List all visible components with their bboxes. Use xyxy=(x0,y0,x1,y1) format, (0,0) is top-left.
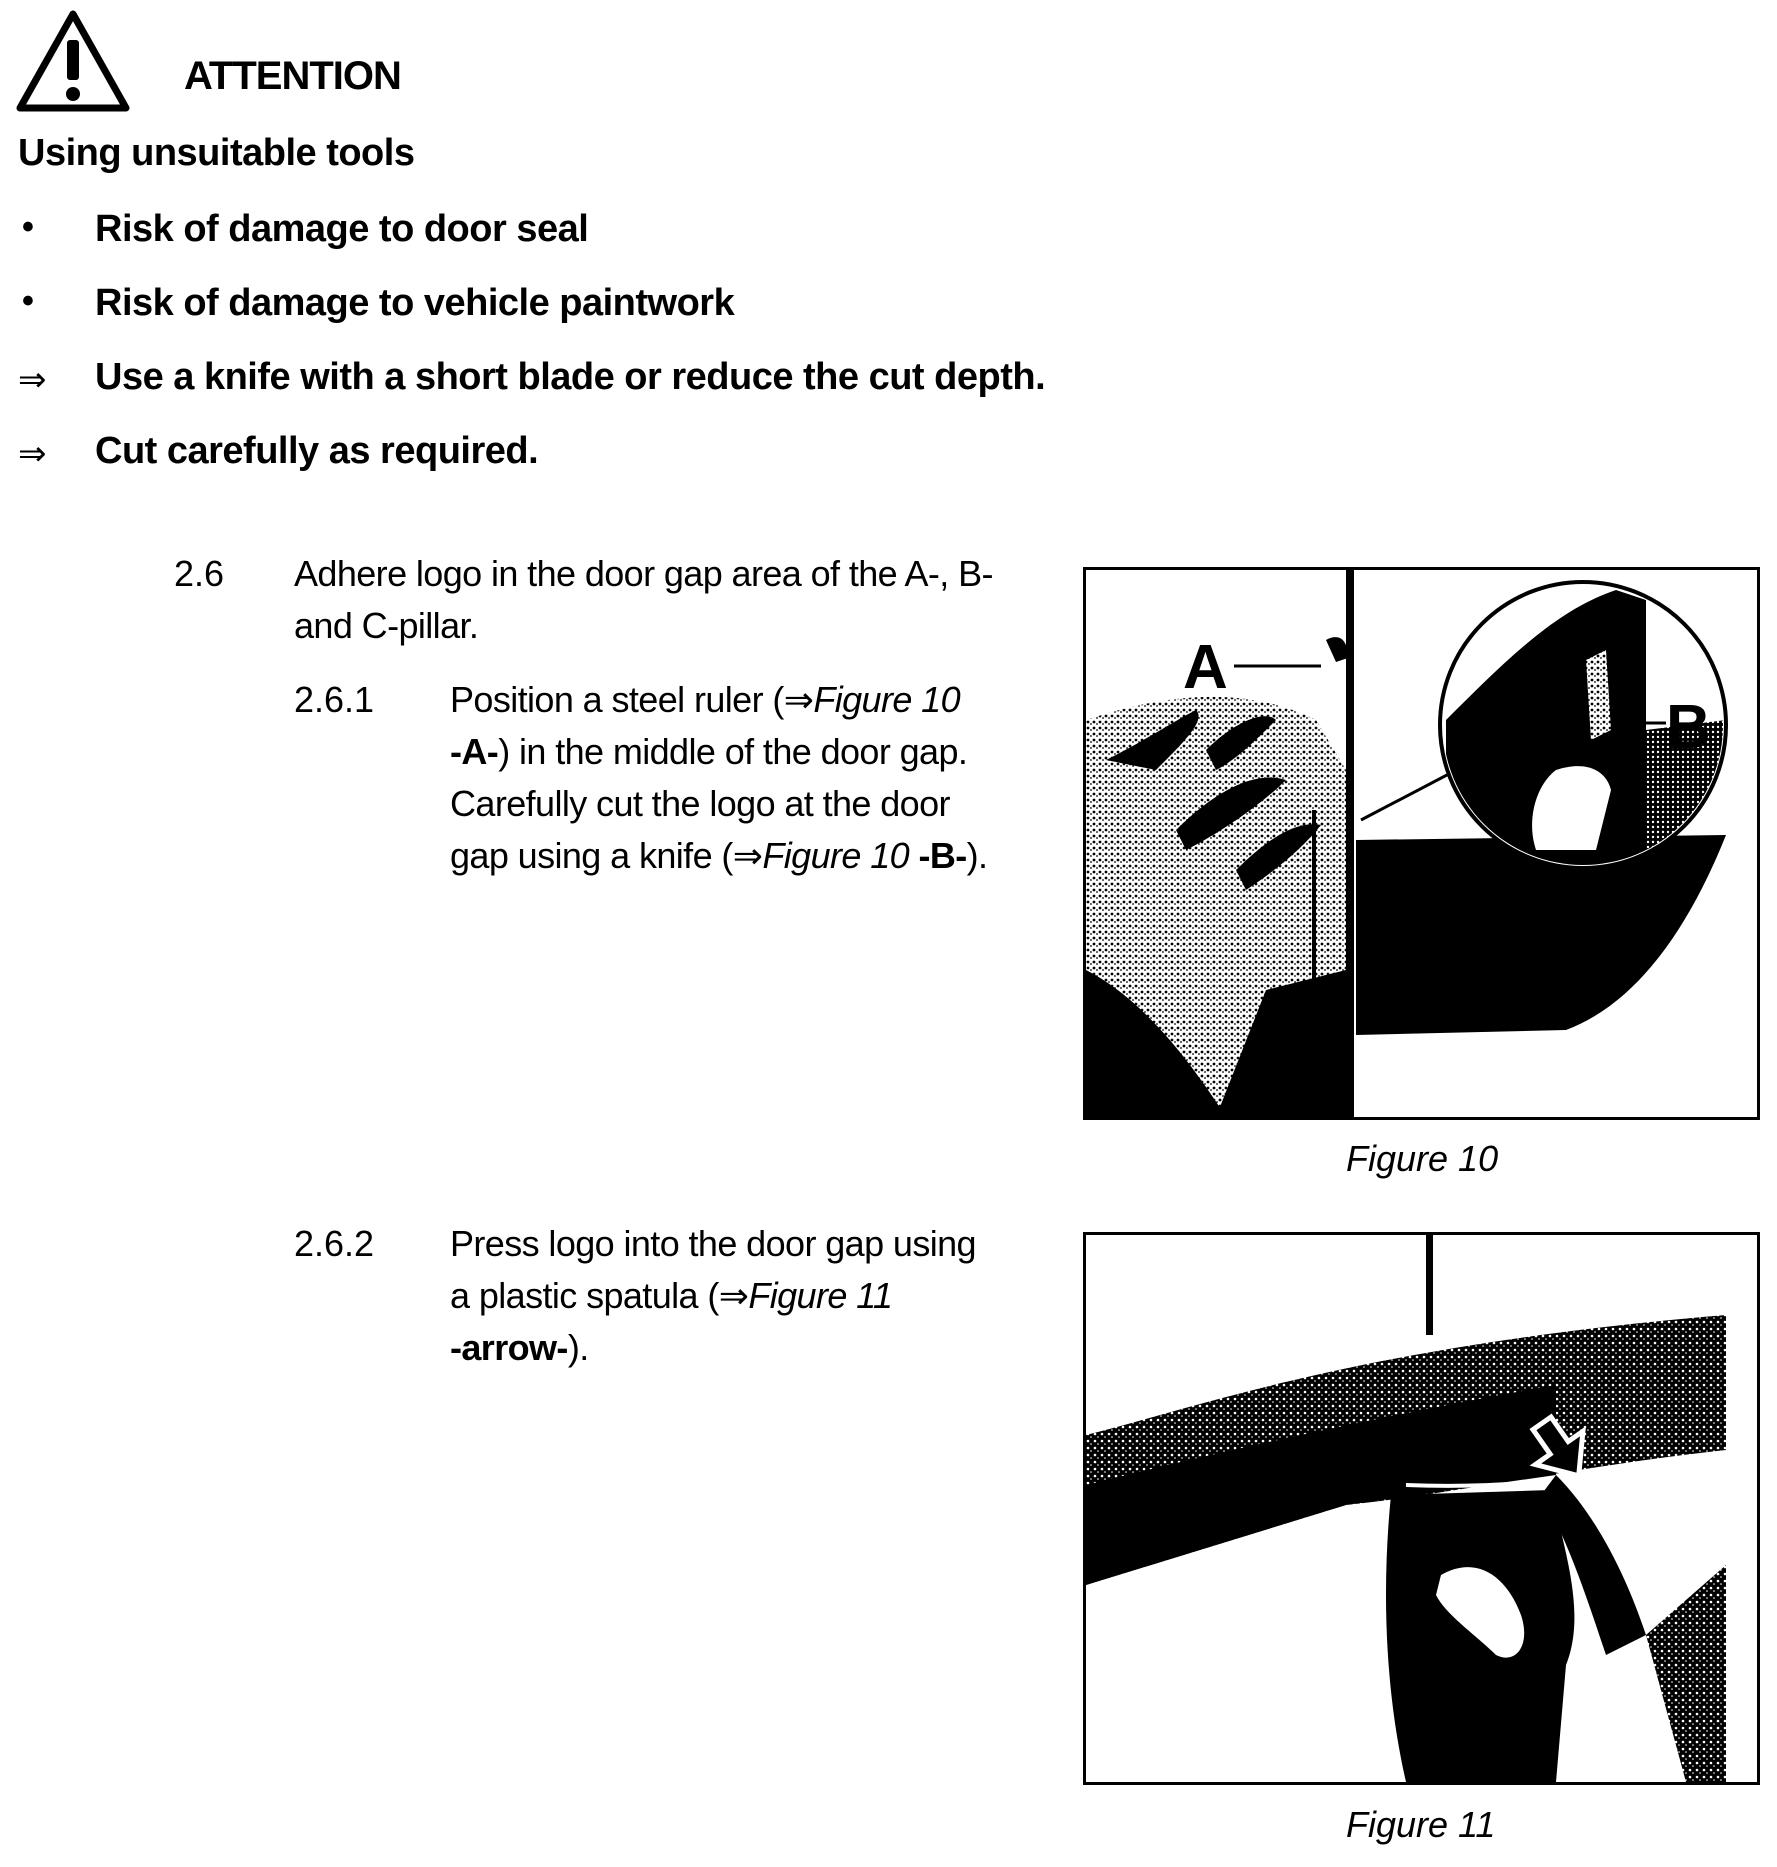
arrow-marker: ⇒ xyxy=(18,435,46,473)
text-run: a plastic spatula ( xyxy=(450,1275,719,1316)
label-ref: -A- xyxy=(450,731,499,772)
figure-10-image xyxy=(1083,567,1760,1120)
bullet-marker: • xyxy=(22,282,34,320)
xref-arrow: ⇒ xyxy=(783,679,814,720)
warning-item-text: Use a knife with a short blade or reduce the cut depth. xyxy=(95,356,1046,398)
xref-arrow: ⇒ xyxy=(718,1275,749,1316)
step-line xyxy=(450,830,1050,882)
warning-heading: Using unsuitable tools xyxy=(18,132,415,174)
warning-item-text: Risk of damage to vehicle paintwork xyxy=(95,282,735,324)
step-line: Carefully cut the logo at the door xyxy=(450,783,950,824)
text-run: Position a steel ruler ( xyxy=(450,679,784,720)
step-line xyxy=(450,1322,1050,1374)
xref-arrow: ⇒ xyxy=(732,835,763,876)
warning-triangle-icon xyxy=(14,8,132,114)
text-run: ). xyxy=(966,835,988,876)
bullet-marker: • xyxy=(22,208,34,246)
figure-11-caption: Figure 11 xyxy=(1346,1804,1496,1845)
label-ref: -B- xyxy=(918,835,967,876)
text-run: ) in the middle of the door gap. xyxy=(498,731,968,772)
figure-ref[interactable]: Figure 10 xyxy=(813,679,961,720)
step-text: Adhere logo in the door gap area of the A-, B- and C-pillar. xyxy=(294,553,993,646)
step-line xyxy=(450,726,1050,778)
step-line xyxy=(450,674,1050,726)
warning-item-text: Risk of damage to door seal xyxy=(95,208,589,250)
figure-11-image xyxy=(1083,1232,1760,1785)
step-number: 2.6 xyxy=(174,553,225,594)
figure-10-label-a: A xyxy=(1183,633,1228,702)
step-line: Press logo into the door gap using xyxy=(450,1223,976,1264)
figure-10-caption: Figure 10 xyxy=(1346,1138,1499,1179)
text-run: gap using a knife ( xyxy=(450,835,733,876)
label-ref: -arrow- xyxy=(450,1327,568,1368)
attention-title: ATTENTION xyxy=(184,54,401,98)
text-run: ). xyxy=(567,1327,589,1368)
figure-ref[interactable]: Figure 11 xyxy=(748,1275,893,1316)
arrow-marker: ⇒ xyxy=(18,361,46,399)
warning-item-text: Cut carefully as required. xyxy=(95,430,539,472)
step-text xyxy=(450,674,1050,882)
step-number: 2.6.1 xyxy=(294,679,375,720)
step-line xyxy=(450,1270,1050,1322)
step-text xyxy=(450,1218,1050,1374)
step-number: 2.6.2 xyxy=(294,1223,375,1264)
figure-10-label-b: B xyxy=(1666,693,1711,762)
figure-ref[interactable]: Figure 10 xyxy=(762,835,910,876)
